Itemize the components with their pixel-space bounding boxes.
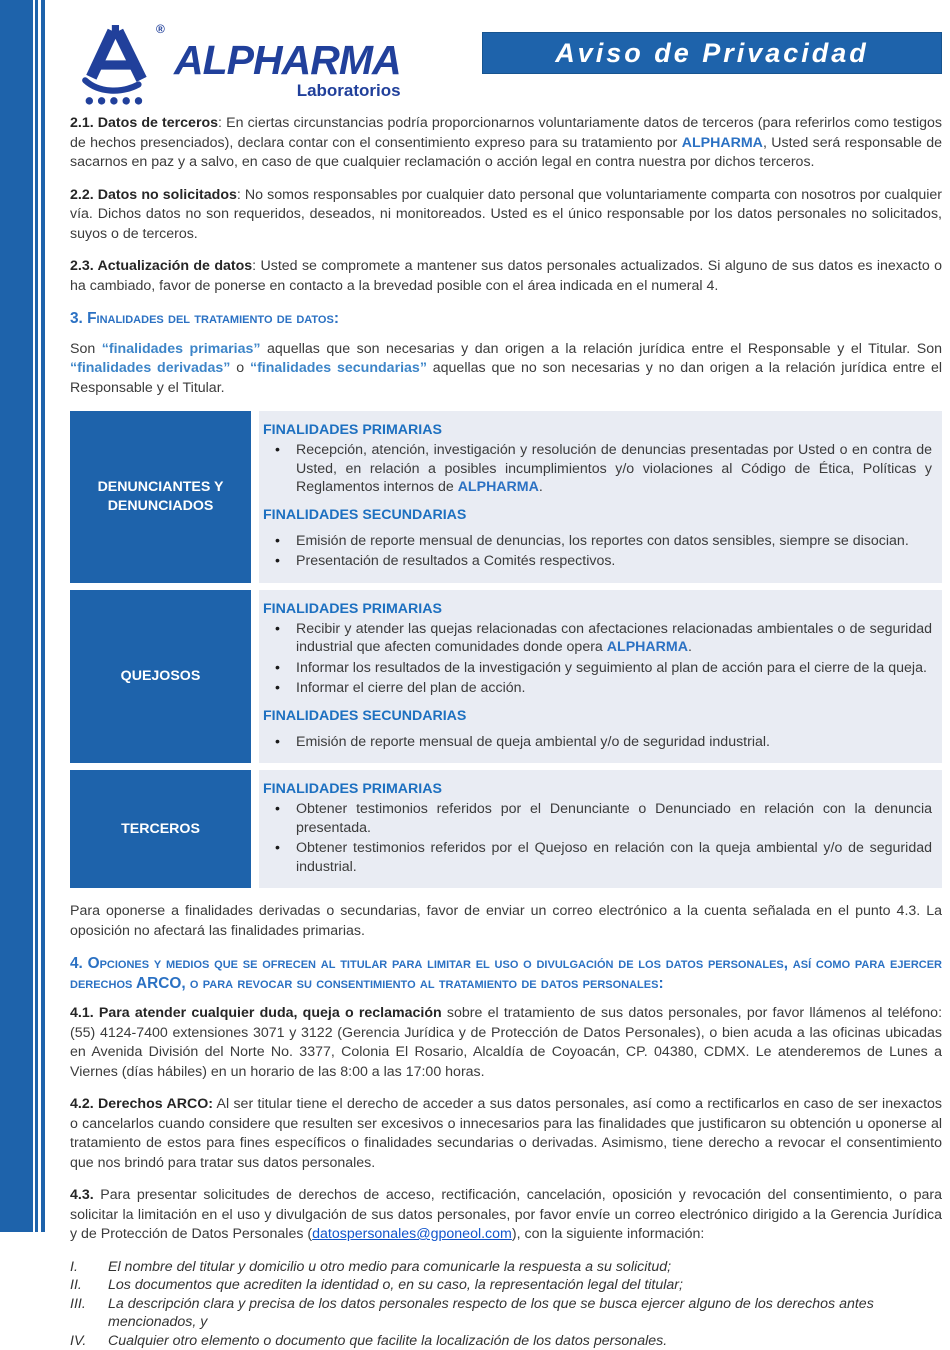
document-content xyxy=(70,24,942,1350)
text-segment: 2.2. Datos no solicitados xyxy=(70,187,237,203)
list-item xyxy=(70,1258,942,1277)
brand-mention: ALPHARMA xyxy=(607,639,688,655)
text-segment: 2.3. Actualización de datos xyxy=(70,258,252,274)
text-segment: 4.2. Derechos ARCO: xyxy=(70,1096,213,1112)
alpharma-logo-mark xyxy=(70,24,166,106)
text-segment: Al ser titular tiene el derecho de acceder a sus datos personales, así como a rectificarlos en caso de ser inexactos o cancelarlos cuando considere que resulten ser excesivos o innecesarios para las finalidades que justificaron su obtención u oponerse al tratamiento de estos para fines específicos o finalidades secundarias o derivadas. Asimismo, tiene derecho a revocar el consentimiento que nos brindó para tratar sus datos personales. xyxy=(70,1096,942,1171)
table-row-quejosos xyxy=(70,590,942,764)
bullet-item xyxy=(263,441,932,497)
paragraph-4-1 xyxy=(70,1004,942,1082)
bullet-item xyxy=(263,620,932,657)
oppose-paragraph xyxy=(70,902,942,941)
paragraph-4-3 xyxy=(70,1186,942,1245)
paragraph-2-3 xyxy=(70,257,942,296)
registered-mark: ® xyxy=(156,22,165,36)
details-cell xyxy=(259,411,942,583)
bullet-item xyxy=(263,532,932,551)
banner-title-bar xyxy=(482,32,942,74)
text-segment: “finalidades primarias” xyxy=(102,341,261,357)
text-segment: aquellas que son necesarias y dan origen a la relación jurídica entre el Responsable y el Titular. Son xyxy=(261,341,943,357)
table-row-terceros xyxy=(70,770,942,888)
category-cell: TERCEROS xyxy=(70,770,251,888)
text-segment: Para presentar solicitudes de derechos de acceso, rectificación, cancelación, oposición y revocación del consentimiento, o para solicitar la limitación en el uso y divulgación de sus datos personales, por favor envíe un correo electrónico dirigido a la Gerencia Jurídica y de Protección de Datos Personales ( xyxy=(70,1187,942,1242)
section-4-heading: 4. Opciones y medios que se ofrecen al titular para limitar el uso o divulgación de los datos personales, así como para ejercer derechos ARCO, o para revocar su consentimiento al tratamiento de datos personales: xyxy=(70,954,942,993)
text-segment: aquellas que no son necesarias y no dan origen a la relación jurídica entre el Responsable y el Titular. xyxy=(70,360,942,396)
category-cell: DENUNCIANTES Y DENUNCIADOS xyxy=(70,411,251,583)
finalidades-primarias-label: FINALIDADES PRIMARIAS xyxy=(263,601,932,617)
text-segment: : No somos responsables por cualquier dato personal que voluntariamente comparta con nosotros por cualquier vía. Dichos datos no son requeridos, deseados, ni monitoreados. Usted es el único responsable por los datos personales no solicitados, suyos o de terceros. xyxy=(70,187,942,242)
text-segment: . xyxy=(539,479,543,495)
text-segment: Emisión de reporte mensual de denuncias, los reportes con datos sensibles, siempre se disocian. xyxy=(296,533,909,549)
text-segment: 2.1. Datos de terceros xyxy=(70,115,218,131)
text-segment: Presentación de resultados a Comités respectivos. xyxy=(296,553,615,569)
brand-mention: ALPHARMA xyxy=(458,479,539,495)
logo-text xyxy=(174,40,401,101)
bullet-list xyxy=(263,620,932,698)
header xyxy=(70,24,942,104)
left-border-line-2 xyxy=(41,0,45,1232)
text-segment: Recibir y atender las quejas relacionadas con afectaciones relacionadas ambientales o de seguridad industrial que afecten comunidades donde opera xyxy=(296,621,932,656)
text-segment: : En ciertas circunstancias podría proporcionarnos voluntariamente datos de terceros (para referirlos como testigos de hechos presenciados), declara contar con el consentimiento expreso para su tratamiento por xyxy=(70,115,942,151)
text-segment: 4.1. Para atender cualquier duda, queja o reclamación xyxy=(70,1005,442,1021)
bullet-item xyxy=(263,800,932,837)
list-item xyxy=(70,1276,942,1295)
list-numeral: III. xyxy=(70,1295,108,1332)
section-3-heading: 3. Finalidades del tratamiento de datos: xyxy=(70,309,942,329)
list-item xyxy=(70,1332,942,1350)
text-segment: Son xyxy=(70,341,102,357)
finalidades-primarias-label: FINALIDADES PRIMARIAS xyxy=(263,781,932,797)
list-text: El nombre del titular y domicilio u otro medio para comunicarle la respuesta a su solicitud; xyxy=(108,1258,942,1277)
left-border-line-1 xyxy=(35,0,38,1232)
paragraph-2-2 xyxy=(70,186,942,245)
left-border-bar xyxy=(0,0,33,1232)
details-cell xyxy=(259,770,942,888)
logo-brand-text: ALPHARMA xyxy=(174,40,401,81)
text-segment: : Usted se compromete a mantener sus datos personales actualizados. Si alguno de sus datos es inexacto o ha cambiado, favor de ponerse en contacto a la brevedad posible con el área indicada en el numeral 4. xyxy=(70,258,942,294)
text-segment: , Usted será responsable de sacarnos en paz y a salvo, en caso de que cualquier reclamación o acción legal en contra nuestra por dichos terceros. xyxy=(70,135,942,171)
email-link[interactable]: datospersonales@gponeol.com xyxy=(312,1226,512,1242)
bullet-item xyxy=(263,679,932,698)
text-segment: o xyxy=(230,360,250,376)
text-segment: “finalidades secundarias” xyxy=(250,360,427,376)
bullet-item xyxy=(263,659,932,678)
text-segment: Recepción, atención, investigación y resolución de denuncias presentadas por Usted o en contra de Usted, en relación a posibles incumplimientos y/o violaciones al Código de Ética, Políticas y Reglamentos internos de xyxy=(296,442,932,495)
list-text: La descripción clara y precisa de los datos personales respecto de los que se busca ejercer alguno de los derechos antes mencionados, y xyxy=(108,1295,942,1332)
list-numeral: II. xyxy=(70,1276,108,1295)
bullet-item xyxy=(263,552,932,571)
alpharma-logo xyxy=(70,24,401,106)
section-3-intro xyxy=(70,340,942,399)
text-segment: Para oponerse a finalidades derivadas o secundarias, favor de enviar un correo electrónico a la cuenta señalada en el punto 4.3. La oposición no afectará las finalidades primarias. xyxy=(70,903,942,939)
bullet-item xyxy=(263,733,932,752)
bullet-list xyxy=(263,532,932,571)
list-text: Cualquier otro elemento o documento que facilite la localización de los datos personales. xyxy=(108,1332,942,1350)
logo-subtitle: Laboratorios xyxy=(174,81,401,101)
finalidades-primarias-label: FINALIDADES PRIMARIAS xyxy=(263,422,932,438)
details-cell xyxy=(259,590,942,764)
text-segment: “finalidades derivadas” xyxy=(70,360,230,376)
arco-requirements-list xyxy=(70,1258,942,1350)
text-segment: Emisión de reporte mensual de queja ambiental y/o de seguridad industrial. xyxy=(296,734,770,750)
paragraph-2-1 xyxy=(70,114,942,173)
bullet-item xyxy=(263,839,932,876)
finalidades-secundarias-label: FINALIDADES SECUNDARIAS xyxy=(263,507,932,523)
paragraph-4-2 xyxy=(70,1095,942,1173)
brand-mention: ALPHARMA xyxy=(682,135,763,151)
text-segment: Informar los resultados de la investigación y seguimiento al plan de acción para el cierre de la queja. xyxy=(296,660,927,676)
text-segment: 4.3. xyxy=(70,1187,94,1203)
text-segment: Obtener testimonios referidos por el Denunciante o Denunciado en relación con la denuncia presentada. xyxy=(296,801,932,836)
list-item xyxy=(70,1295,942,1332)
bullet-list xyxy=(263,800,932,876)
text-segment: . xyxy=(688,639,692,655)
bullet-list xyxy=(263,441,932,497)
list-numeral: I. xyxy=(70,1258,108,1277)
list-numeral: IV. xyxy=(70,1332,108,1350)
page-title: Aviso de Privacidad xyxy=(555,38,869,69)
finalidades-secundarias-label: FINALIDADES SECUNDARIAS xyxy=(263,708,932,724)
bullet-list xyxy=(263,733,932,752)
list-text: Los documentos que acrediten la identidad o, en su caso, la representación legal del titular; xyxy=(108,1276,942,1295)
table-row-denunciantes xyxy=(70,411,942,583)
text-segment: Informar el cierre del plan de acción. xyxy=(296,680,525,696)
category-cell: QUEJOSOS xyxy=(70,590,251,764)
finalidades-table xyxy=(70,411,942,888)
text-segment: ), con la siguiente información: xyxy=(512,1226,704,1242)
text-segment: Obtener testimonios referidos por el Quejoso en relación con la queja ambiental y/o de seguridad industrial. xyxy=(296,840,932,875)
text-segment: sobre el tratamiento de sus datos personales, por favor llámenos al teléfono: (55) 4124-7400 extensiones 3071 y 3122 (Gerencia Jurídica y de Protección de Datos Personales), o bien acuda a las oficinas ubicadas en Avenida División del Norte No. 3377, Colonia El Rosario, Alcaldía de Coyoacán, CP. 04380, CDMX. Le atenderemos de Lunes a Viernes (días hábiles) en un horario de las 8:00 a las 17:00 horas. xyxy=(70,1005,942,1080)
